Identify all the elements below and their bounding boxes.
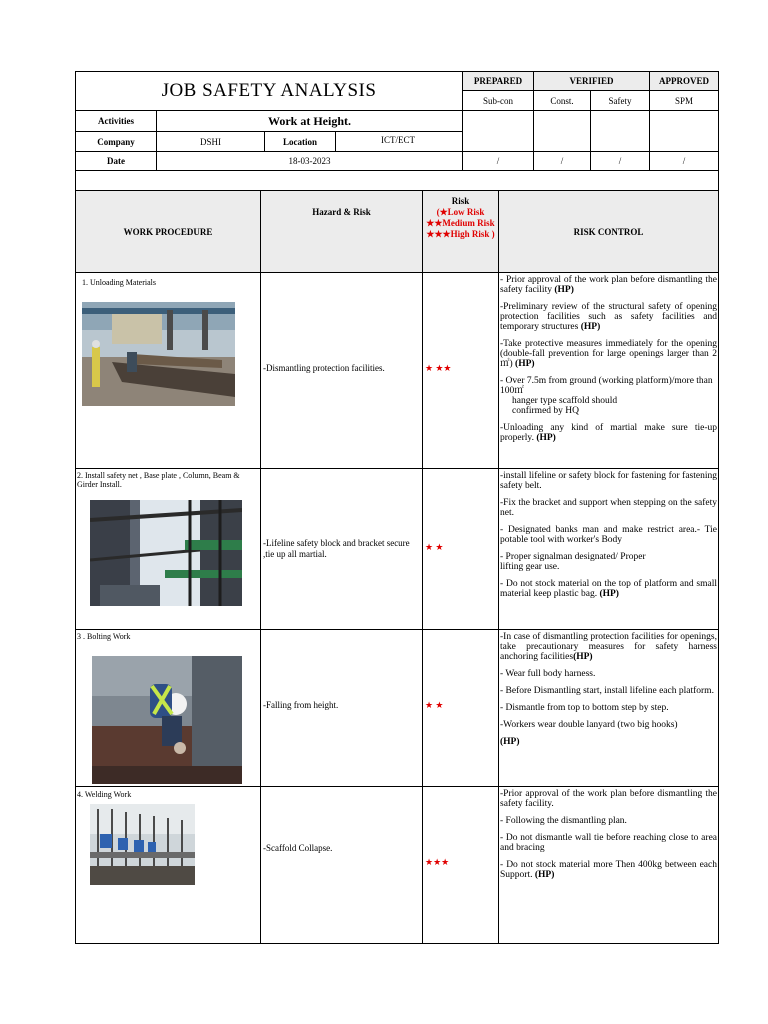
company-value: DSHI <box>156 131 265 152</box>
spacer-row <box>75 170 719 191</box>
risk-cell-4 <box>422 786 499 944</box>
risk-stars: ★★★ <box>425 857 450 867</box>
hazard-cell-3 <box>260 629 423 787</box>
bolting-photo <box>92 656 242 784</box>
control-item: - Wear full body harness. <box>500 669 596 679</box>
approved-header: APPROVED <box>649 71 719 91</box>
hazard-text: -Falling from height. <box>263 700 339 710</box>
signature-box-safety <box>590 110 650 152</box>
risk-cell-2 <box>422 468 499 630</box>
control-item: -Unloading any kind of martial make sure tie-up properly. (HP) <box>500 423 717 443</box>
control-item: - Following the dismantling plan. <box>500 816 627 826</box>
date-slash-const: / <box>533 151 591 171</box>
control-item: -Prior approval of the work plan before dismantling the safety facility. <box>500 789 717 809</box>
risk-low-legend: (★Low Risk <box>436 207 485 217</box>
date-value: 18-03-2023 <box>156 151 463 171</box>
risk-medium-legend: ★★Medium Risk <box>426 218 495 228</box>
control-item: - Proper signalman designated/ Proper lifting gear use. <box>500 552 646 572</box>
signature-box-const <box>533 110 591 152</box>
date-label: Date <box>75 151 157 171</box>
control-item: hanger type scaffold should confirmed by HQ <box>512 396 618 416</box>
verified-header: VERIFIED <box>533 71 650 91</box>
procedure-cell-4 <box>75 786 261 944</box>
procedure-label: 1. Unloading Materials <box>82 278 156 287</box>
control-item: - Do not stock material on the top of platform and small material keep plastic bag. (HP) <box>500 579 717 599</box>
procedure-label: 4. Welding Work <box>77 790 132 799</box>
risk-cell-1 <box>422 272 499 469</box>
risk-header-label: Risk <box>451 196 470 206</box>
company-label: Company <box>75 131 157 152</box>
safety-net-photo <box>90 500 242 606</box>
hazard-text: -Dismantling protection facilities. <box>263 363 385 373</box>
control-item: -install lifeline or safety block for fastening for fastening safety belt. <box>500 471 717 491</box>
control-cell-3 <box>498 629 719 787</box>
control-item: -Fix the bracket and support when stepping on the safety net. <box>500 498 717 518</box>
signature-box-spm <box>649 110 719 152</box>
safety-label: Safety <box>590 90 650 111</box>
hazard-text: -Lifeline safety block and bracket secure ,tie up all martial. <box>263 538 410 559</box>
const-label: Const. <box>533 90 591 111</box>
welding-photo <box>90 804 195 885</box>
procedure-cell-1 <box>75 272 261 469</box>
control-item: - Do not stock material more Then 400kg between each Support. (HP) <box>500 860 717 880</box>
control-item: - Designated banks man and make restrict area.- Tie potable tool with worker's Body <box>500 525 717 545</box>
hazard-cell-4 <box>260 786 423 944</box>
control-item: - Dismantle from top to bottom step by step. <box>500 703 669 713</box>
control-item: -Workers wear double lanyard (two big hooks) <box>500 720 678 730</box>
control-item: -In case of dismantling protection facilities for openings, take precautionary measures for safety harness anchoring facilities(HP) <box>500 632 717 662</box>
control-item: (HP) <box>500 737 520 747</box>
activities-label: Activities <box>75 110 157 132</box>
procedure-label: 3 . Bolting Work <box>77 632 131 641</box>
procedure-label: 2. Install safety net , Base plate , Column, Beam & Girder Install. <box>77 471 240 489</box>
risk-stars: ★ ★ <box>425 542 444 552</box>
subcon-label: Sub-con <box>462 90 534 111</box>
procedure-cell-3 <box>75 629 261 787</box>
location-label: Location <box>264 131 336 152</box>
control-item: - Prior approval of the work plan before dismantling the safety facility (HP) <box>500 275 717 295</box>
control-item: -Take protective measures immediately for the opening (double-fall prevention for large openings larger than 2㎡) (HP) <box>500 339 717 369</box>
date-slash-subcon: / <box>462 151 534 171</box>
document-title: JOB SAFETY ANALYSIS <box>75 71 463 111</box>
location-value: ICT/ECT <box>335 131 463 152</box>
risk-control-header: RISK CONTROL <box>498 190 719 273</box>
risk-stars: ★ ★ <box>425 700 444 710</box>
control-item: - Before Dismantling start, install lifeline each platform. <box>500 686 714 696</box>
risk-cell-3 <box>422 629 499 787</box>
control-item: - Do not dismantle wall tie before reaching close to area and bracing <box>500 833 717 853</box>
control-cell-4 <box>498 786 719 944</box>
prepared-header: PREPARED <box>462 71 534 91</box>
hazard-risk-header: Hazard & Risk <box>260 190 423 273</box>
control-cell-2 <box>498 468 719 630</box>
activities-value: Work at Height. <box>156 110 463 132</box>
hazard-cell-1 <box>260 272 423 469</box>
risk-header <box>422 190 499 273</box>
control-cell-1 <box>498 272 719 469</box>
signature-box-subcon <box>462 110 534 152</box>
hazard-cell-2 <box>260 468 423 630</box>
control-item: -Preliminary review of the structural safety of opening protection facilities such as safety facilities and temporary structures (HP) <box>500 302 717 332</box>
procedure-cell-2 <box>75 468 261 630</box>
spm-label: SPM <box>649 90 719 111</box>
unloading-photo <box>82 302 235 406</box>
date-slash-safety: / <box>590 151 650 171</box>
date-slash-spm: / <box>649 151 719 171</box>
control-item: - Over 7.5m from ground (working platform)/more than 100㎡ <box>500 376 713 396</box>
risk-high-legend: ★★★High Risk ) <box>426 229 495 239</box>
risk-stars: ★ ★★ <box>425 363 452 373</box>
work-procedure-header: WORK PROCEDURE <box>75 190 261 273</box>
hazard-text: -Scaffold Collapse. <box>263 843 333 853</box>
